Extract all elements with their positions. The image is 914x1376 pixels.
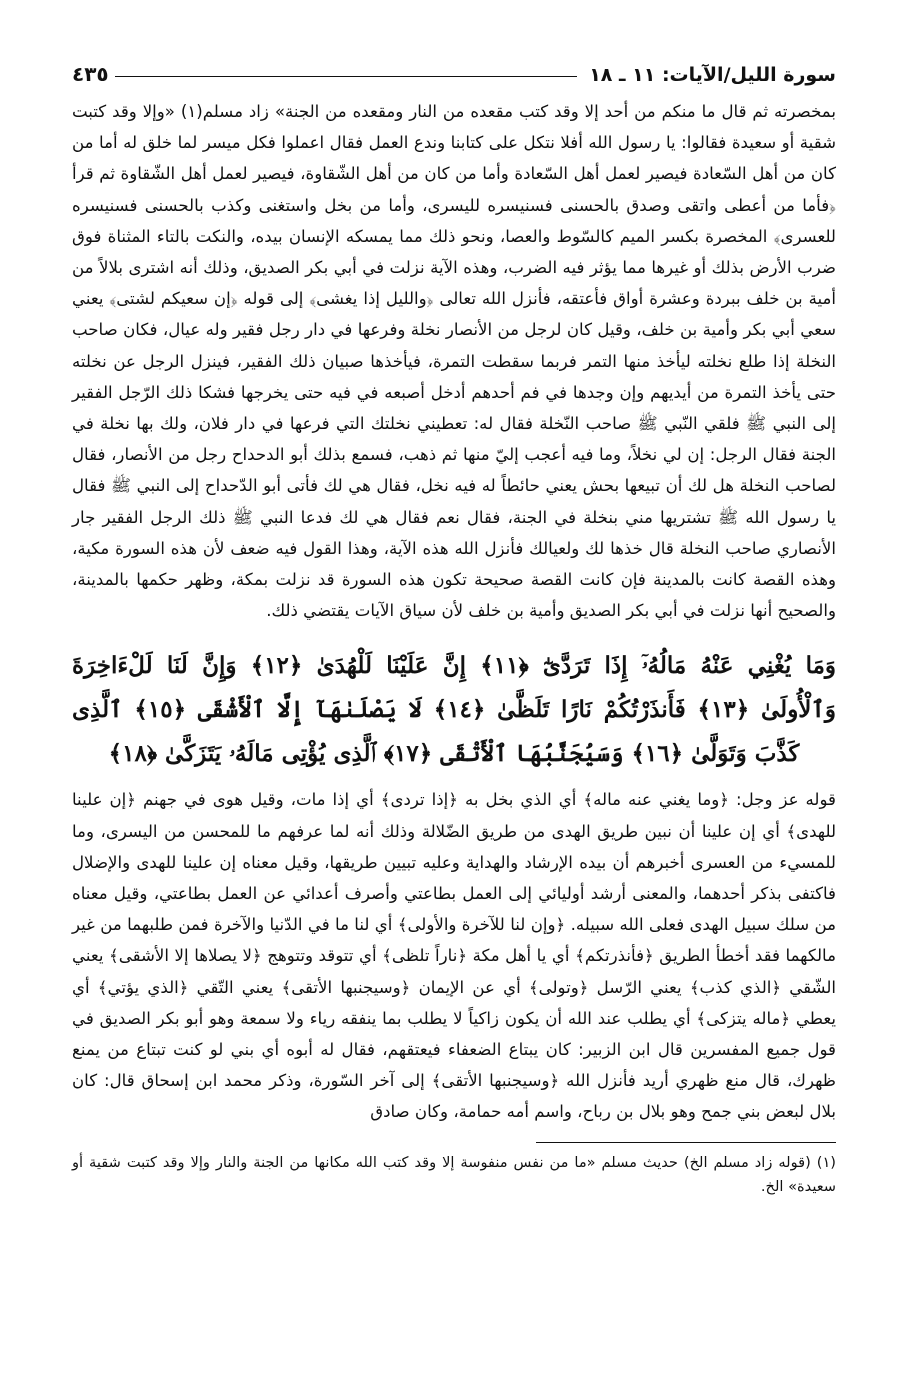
book-page	[72, 52, 836, 1376]
surah-title: سورة الليل/الآيات: ١١ ـ ١٨	[589, 64, 836, 86]
page-body	[72, 96, 836, 1128]
footnote: (١) (قوله زاد مسلم الخ) حديث مسلم «ما من نفس منفوسة إلا وقد كتب الله مكانها من الجنة والنار وإلا وقد كتبت شقية أو سعيدة» الخ.	[72, 1153, 836, 1195]
header-rule	[115, 76, 578, 77]
page-number: ٤٣٥	[72, 62, 109, 86]
commentary-paragraph-1: بمخصرته ثم قال ما منكم من أحد إلا وقد كتب مقعده من النار ومقعده من الجنة» زاد مسلم(١) «وإلا وقد كتبت شقية أو سعيدة فقالوا: يا رسول الله أفلا نتكل على كتابنا وندع العمل فقال اعملوا فكل ميسر لما خلق له أما من كان من أهل السّعادة فيصير لعمل أهل السّعادة وأما من كان من أهل الشّقاوة، فيصير لعمل أهل الشّقاوة ثم قرأ ﴿فأما من أعطى واتقى وصدق بالحسنى فسنيسره لليسرى، وأما من بخل واستغنى وكذب بالحسنى فسنيسره للعسرى﴾ المخصرة بكسر الميم كالسّوط والعصا، ونحو ذلك مما يمسكه الإنسان بيده، والنكت بالتاء المثناة فوق ضرب الأرض بذلك أو غيرها مما يؤثر فيه الضرب، وهذه الآية نزلت في أبي بكر الصديق، وذلك أنه اشترى بلالاً من أمية بن خلف ببردة وعشرة أواق فأعتقه، فأنزل الله تعالى ﴿والليل إذا يغشى﴾ إلى قوله ﴿إن سعيكم لشتى﴾ يعني سعي أبي بكر وأمية بن خلف، وقيل كان لرجل من الأنصار نخلة وفرعها في دار رجل فقير وله عيال، فكان صاحب النخلة إذا طلع نخلته ليأخذ منها التمر فربما سقطت التمرة، فيأخذها صبيان ذلك الفقير، فينزل الرجل عن نخلته حتى يأخذ التمرة من أيديهم وإن وجدها في فم أحدهم أدخل أصبعه في فيه حتى يخرجها فشكا ذلك الرّجل الفقير إلى النبي ﷺ فلقي النّبي ﷺ صاحب النّخلة فقال له: تعطيني نخلتك التي فرعها في دار فلان، ولك بها نخلة في الجنة فقال الرجل: إن لي نخلاً، وما فيه أعجب إليّ منها ثم ذهب، فسمع بذلك أبو الدحداح رجل من الأنصار، فقال لصاحب النخلة هل لك أن تبيعها بحش يعني حائطاً له فيه نخل، فقال هي لك فأتى أبو الدّحداح إلى النبي ﷺ فقال يا رسول الله ﷺ تشتريها مني بنخلة في الجنة، فقال نعم فقال هي لك فدعا النبي ﷺ ذلك الرجل الفقير جار الأنصاري صاحب النخلة قال خذها لك ولعيالك فأنزل الله هذه الآية، وهذا القول فيه ضعف لأن هذه السورة مكية، وهذه القصة كانت بالمدينة فإن كانت القصة صحيحة تكون هذه السورة قد نزلت بمكة، وظهر حكمها بالمدينة، والصحيح أنها نزلت في أبي بكر الصديق وأمية بن خلف لأن سياق الآيات يقتضي ذلك.	[72, 102, 836, 621]
quran-verses: وَمَا يُغْنِي عَنْهُ مَالُهُۥٓ إِذَا تَرَدَّىٰٓ ﴿١١﴾ إِنَّ عَلَيْنَا لَلْهُدَىٰ ﴿١٢﴾ وَإِنَّ لَنَا لَلْءَاخِرَةَ وَٱلْأُولَىٰ ﴿١٣﴾ فَأَنذَرْتُكُمْ نَارًا تَلَظَّىٰ ﴿١٤﴾ لَا يَصْلَىٰهَآ إِلَّا ٱلْأَشْقَى ﴿١٥﴾ ٱلَّذِى كَذَّبَ وَتَوَلَّىٰ ﴿١٦﴾ وَسَيُجَنَّبُهَا ٱلْأَتْقَى ﴿١٧﴾ ٱلَّذِى يُؤْتِى مَالَهُۥ يَتَزَكَّىٰ ﴿١٨﴾	[72, 652, 837, 768]
page-header	[72, 52, 836, 86]
commentary-paragraph-2: قوله عز وجل: ﴿وما يغني عنه ماله﴾ أي الذي بخل به ﴿إذا تردى﴾ أي إذا مات، وقيل هوى في جهنم ﴿إن علينا للهدى﴾ أي إن علينا أن نبين طريق الهدى من طريق الضّلالة وذلك أنه لما عرفهم ما للمحسن من اليسرى، وما للمسيء من العسرى أخبرهم أن بيده الإرشاد والهداية وعليه تبيين طريقها، وقيل معناه إن علينا للهدى والإضلال فاكتفى بذكر أحدهما، والمعنى أرشد أوليائي إلى العمل بطاعتي وأصرف أعدائي عن العمل بطاعتي، وقيل معناه من سلك سبيل الهدى فعلى الله سبيله. ﴿وإن لنا للآخرة والأولى﴾ أي لنا ما في الدّنيا والآخرة فمن طلبهما من غير مالكهما فقد أخطأ الطريق ﴿فأنذرتكم﴾ أي يا أهل مكة ﴿ناراً تلظى﴾ أي تتوقد وتتوهج ﴿لا يصلاها إلا الأشقى﴾ يعني الشّقي ﴿الذي كذب﴾ يعني الرّسل ﴿وتولى﴾ أي عن الإيمان ﴿وسيجنبها الأتقى﴾ يعني التّقي ﴿الذي يؤتي﴾ أي يعطي ﴿ماله يتزكى﴾ أي يطلب عند الله أن يكون زاكياً لا يطلب بما ينفقه رياء ولا سمعة وهو أبو بكر الصديق في قول جميع المفسرين قال ابن الزبير: كان يبتاع الضعفاء فيعتقهم، فقال له أبوه أي بني لو كنت تبتاع من يمنع ظهرك، قال منع ظهري أريد فأنزل الله ﴿وسيجنبها الأتقى﴾ إلى آخر السّورة، وذكر محمد ابن إسحاق قال: كان بلال لبعض بني جمح وهو بلال بن رباح، واسم أمه حمامة، وكان صادق	[72, 790, 836, 1122]
footnote-divider	[536, 1142, 836, 1143]
